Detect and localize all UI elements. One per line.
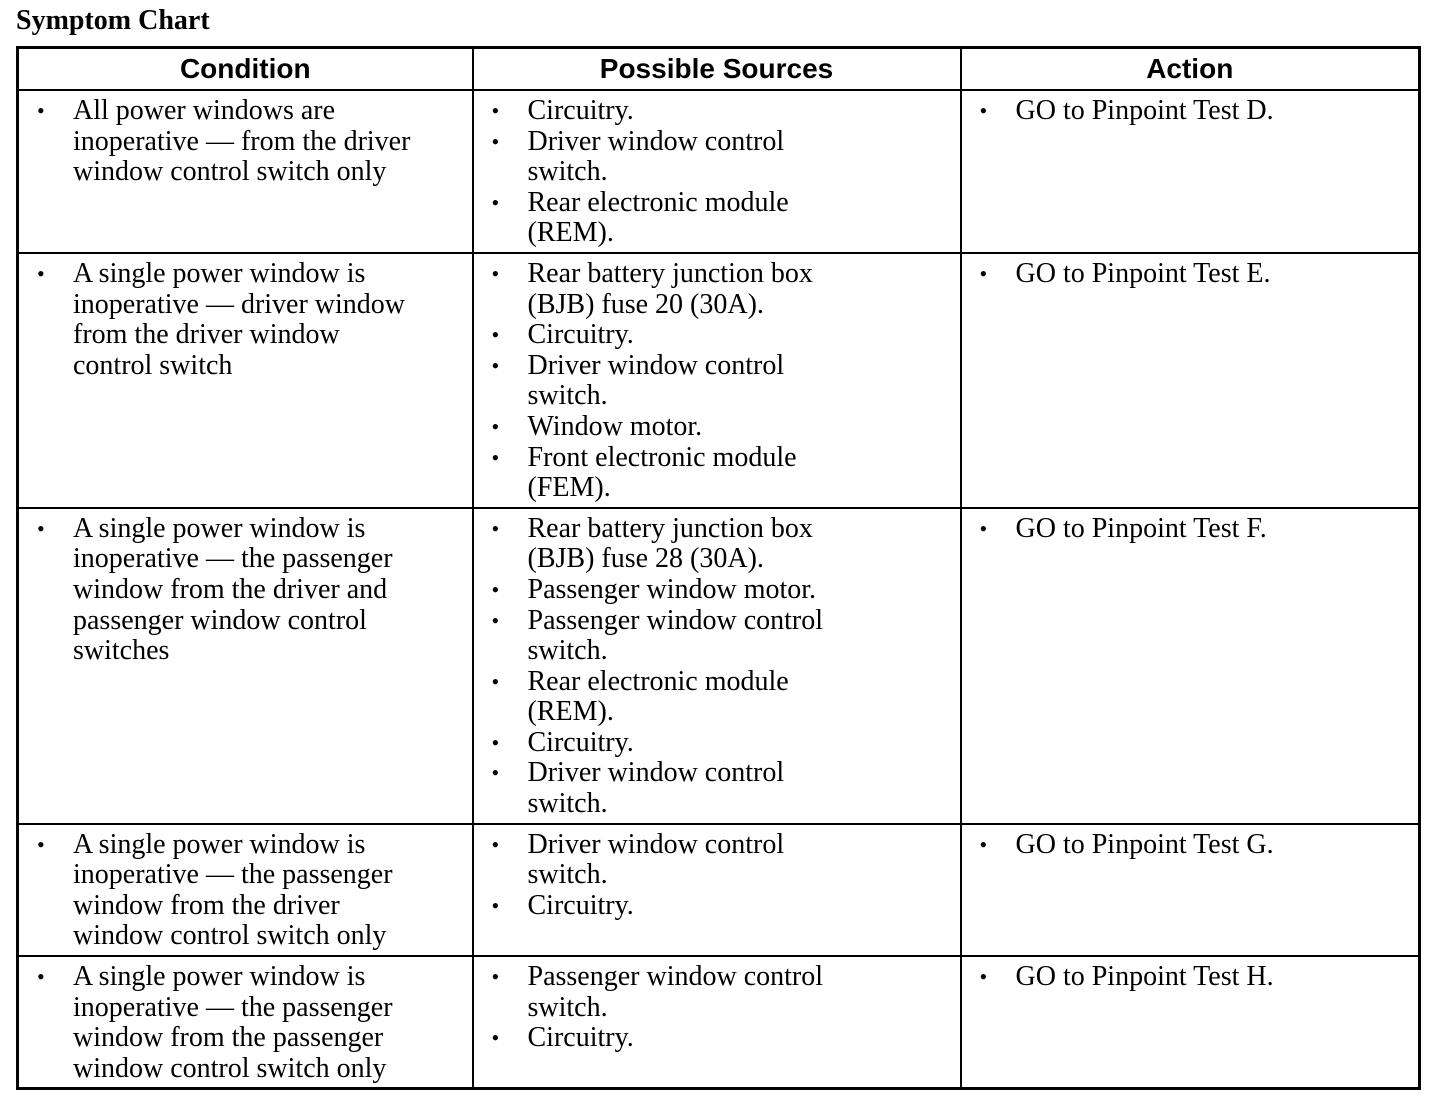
bullet-icon: • [979,515,988,541]
bullet-list [968,962,1413,993]
bullet-item [25,259,466,381]
bullet-icon: • [979,964,988,990]
bullet-icon: • [979,260,988,286]
bullet-icon: • [491,352,500,378]
bullet-item [480,606,954,667]
bullet-text: All power windows are inoperative — from the driver window control switch only [73,95,411,188]
action-cell [961,956,1420,1089]
condition-cell [18,253,473,508]
bullet-item [480,443,954,504]
bullet-icon: • [37,831,45,857]
bullet-item [480,514,954,575]
bullet-text: Passenger window control switch. [527,961,824,1023]
bullet-item [480,758,954,819]
bullet-icon: • [491,444,500,470]
bullet-icon: • [37,515,45,541]
possible-sources-cell [473,90,961,253]
bullet-text: A single power window is inoperative — the passenger window from the driver window control switch only [73,828,393,952]
bullet-text: Rear electronic module (REM). [527,665,789,728]
bullet-item [968,962,1413,993]
action-header: Action [961,48,1420,91]
table-body [18,90,1420,1089]
bullet-item [480,1023,954,1054]
bullet-text: GO to Pinpoint Test F. [1015,512,1267,544]
bullet-list [25,962,466,1084]
bullet-icon: • [491,1025,500,1051]
bullet-list [25,96,466,188]
bullet-list [25,830,466,952]
bullet-text: Front electronic module (FEM). [527,441,797,504]
condition-cell [18,824,473,956]
bullet-text: GO to Pinpoint Test D. [1015,95,1274,126]
bullet-text: Driver window control switch. [527,125,785,188]
bullet-list [25,514,466,667]
header-row [18,48,1420,91]
bullet-text: Rear battery junction box (BJB) fuse 20 (30A). [527,257,813,320]
bullet-icon: • [491,668,500,694]
action-cell [961,508,1420,824]
bullet-icon: • [491,322,500,348]
bullet-item [480,351,954,412]
bullet-text: Circuitry. [527,95,634,126]
bullet-icon: • [491,729,500,755]
bullet-icon: • [491,964,500,990]
bullet-text: Driver window control switch. [527,349,785,412]
bullet-text: A single power window is inoperative — the passenger window from the driver and passenger window control switches [73,512,393,667]
bullet-item [25,514,466,667]
bullet-icon: • [491,260,500,286]
possible-sources-cell [473,956,961,1089]
bullet-text: Passenger window motor. [527,573,817,605]
bullet-item [480,575,954,606]
chart-title: Symptom Chart [16,5,210,36]
bullet-icon: • [491,128,500,154]
bullet-item [25,96,466,188]
bullet-text: Rear battery junction box (BJB) fuse 28 (30A). [527,512,813,575]
table-row [18,508,1420,824]
symptom-table [16,46,1421,1090]
bullet-text: Driver window control switch. [527,757,785,820]
action-cell [961,90,1420,253]
bullet-text: Circuitry. [527,1022,634,1054]
bullet-item [968,259,1413,290]
bullet-item [480,830,954,891]
bullet-icon: • [491,98,500,123]
bullet-list [480,962,954,1054]
possible-sources-cell [473,508,961,824]
bullet-list [968,514,1413,545]
condition-cell [18,508,473,824]
bullet-text: Circuitry. [527,889,634,921]
bullet-list [480,259,954,504]
bullet-item [480,259,954,320]
bullet-icon: • [37,98,45,123]
condition-header: Condition [18,48,473,91]
possible-sources-cell [473,253,961,508]
bullet-icon: • [491,189,500,215]
bullet-text: Circuitry. [527,319,634,351]
bullet-icon: • [491,831,500,857]
bullet-text: GO to Pinpoint Test G. [1015,828,1274,860]
bullet-item [480,891,954,922]
condition-cell [18,956,473,1089]
bullet-icon: • [491,515,500,541]
bullet-icon: • [491,576,500,602]
bullet-list [968,96,1413,127]
bullet-list [968,830,1413,861]
possible-sources-header: Possible Sources [473,48,961,91]
bullet-list [968,259,1413,290]
bullet-text: GO to Pinpoint Test H. [1015,961,1274,993]
bullet-item [480,962,954,1023]
bullet-item [968,830,1413,861]
bullet-item [480,96,954,127]
bullet-item [480,188,954,249]
bullet-icon: • [491,413,500,439]
table-row [18,253,1420,508]
bullet-icon: • [491,892,500,918]
bullet-list [480,514,954,820]
bullet-text: Rear electronic module (REM). [527,186,789,249]
action-cell [961,253,1420,508]
bullet-text: Passenger window control switch. [527,604,824,667]
action-cell [961,824,1420,956]
bullet-item [480,412,954,443]
bullet-item [968,96,1413,127]
bullet-item [968,514,1413,545]
bullet-icon: • [491,760,500,786]
bullet-text: GO to Pinpoint Test E. [1015,257,1271,289]
bullet-item [25,962,466,1084]
bullet-icon: • [979,831,988,857]
table-row [18,956,1420,1089]
bullet-item [480,320,954,351]
condition-cell [18,90,473,253]
bullet-list [480,830,954,922]
bullet-text: Driver window control switch. [527,828,785,891]
bullet-text: A single power window is inoperative — driver window from the driver window control switch [73,257,406,381]
bullet-list [25,259,466,381]
bullet-text: Window motor. [527,410,703,442]
bullet-item [480,667,954,728]
possible-sources-cell [473,824,961,956]
table-row [18,90,1420,253]
bullet-text: A single power window is inoperative — the passenger window from the passenger window control switch only [73,961,393,1084]
bullet-text: Circuitry. [527,726,634,758]
bullet-item [480,127,954,188]
table-row [18,824,1420,956]
bullet-icon: • [37,260,45,286]
bullet-item [25,830,466,952]
bullet-list [480,96,954,249]
bullet-icon: • [37,964,45,990]
bullet-icon: • [491,607,500,633]
bullet-item [480,728,954,759]
bullet-icon: • [979,98,988,123]
